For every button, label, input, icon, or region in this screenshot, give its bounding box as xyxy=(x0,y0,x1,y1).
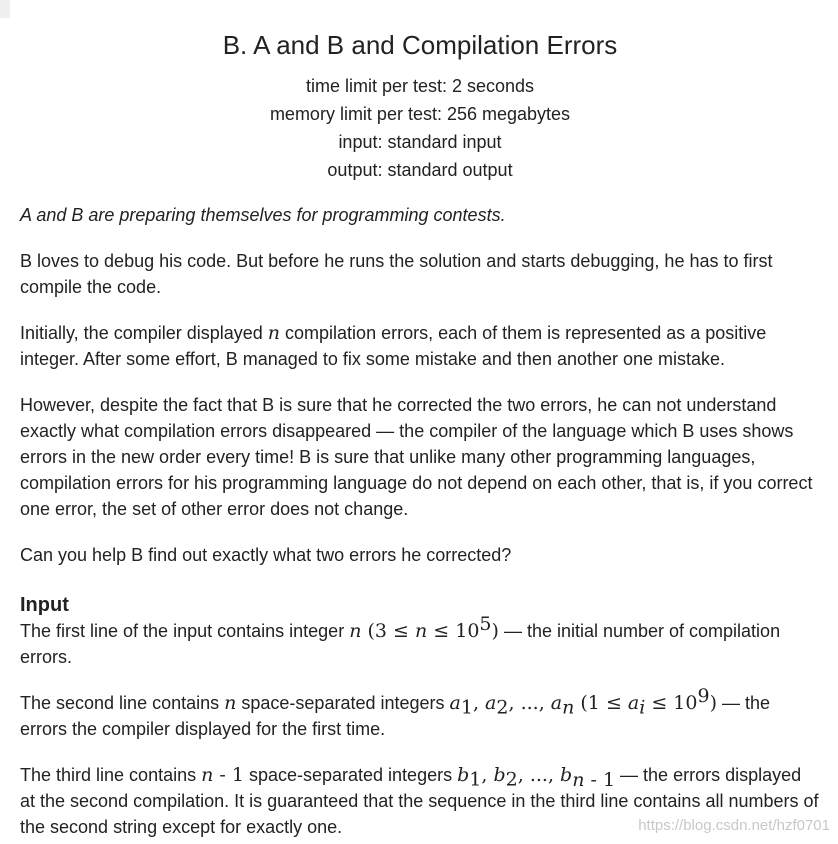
page-corner-marker xyxy=(0,0,10,18)
page-title: B. A and B and Compilation Errors xyxy=(222,30,618,60)
problem-limits xyxy=(20,72,820,184)
input-heading: Input xyxy=(20,594,69,616)
memory-limit: memory limit per test: 256 megabytes xyxy=(269,104,571,124)
watermark: https://blog.csdn.net/hzf0701 xyxy=(638,817,830,834)
paragraph-question: Can you help B find out exactly what two errors he corrected? xyxy=(20,545,512,565)
input-line-1: The first line of the input contains integer n $(3 \le n \le 10^5)$ — the initial number of compilation errors. xyxy=(20,613,781,667)
input-line-2: The second line contains n space-separated integers $a_1$, $a_2$, ..., $a_n$ $(1 \le a_i \le 10^9)$ — the errors the compiler displayed for the first time. xyxy=(20,685,771,739)
output-spec: output: standard output xyxy=(327,160,513,180)
time-limit: time limit per test: 2 seconds xyxy=(305,76,535,96)
intro-paragraph: A and B are preparing themselves for programming contests. xyxy=(20,205,506,225)
paragraph-initial: Initially, the compiler displayed n compilation errors, each of them is represented as a positive integer. After some effort, B managed to fix some mistake and then another one mistake. xyxy=(20,322,767,369)
input-spec: input: standard input xyxy=(338,132,502,152)
input-line-3: The third line contains n - 1 space-separated integers $b_1$, $b_2$, ..., $b_{n - 1}$ — the errors displayed at the second compilation. It is guaranteed that the sequence in the third line contains all numbers of the second string except for exactly one. xyxy=(20,764,819,837)
paragraph-however: However, despite the fact that B is sure that he corrected the two errors, he can not understand exactly what compilation errors disappeared — the compiler of the language which B uses shows errors in the new order every time! B is sure that unlike many other programming languages, compilation errors for his programming language do not depend on each other, that is, if you correct one error, the set of other error does not change. xyxy=(20,395,813,519)
paragraph-debug: B loves to debug his code. But before he runs the solution and starts debugging, he has to first compile the code. xyxy=(20,251,773,297)
problem-statement xyxy=(20,0,820,840)
